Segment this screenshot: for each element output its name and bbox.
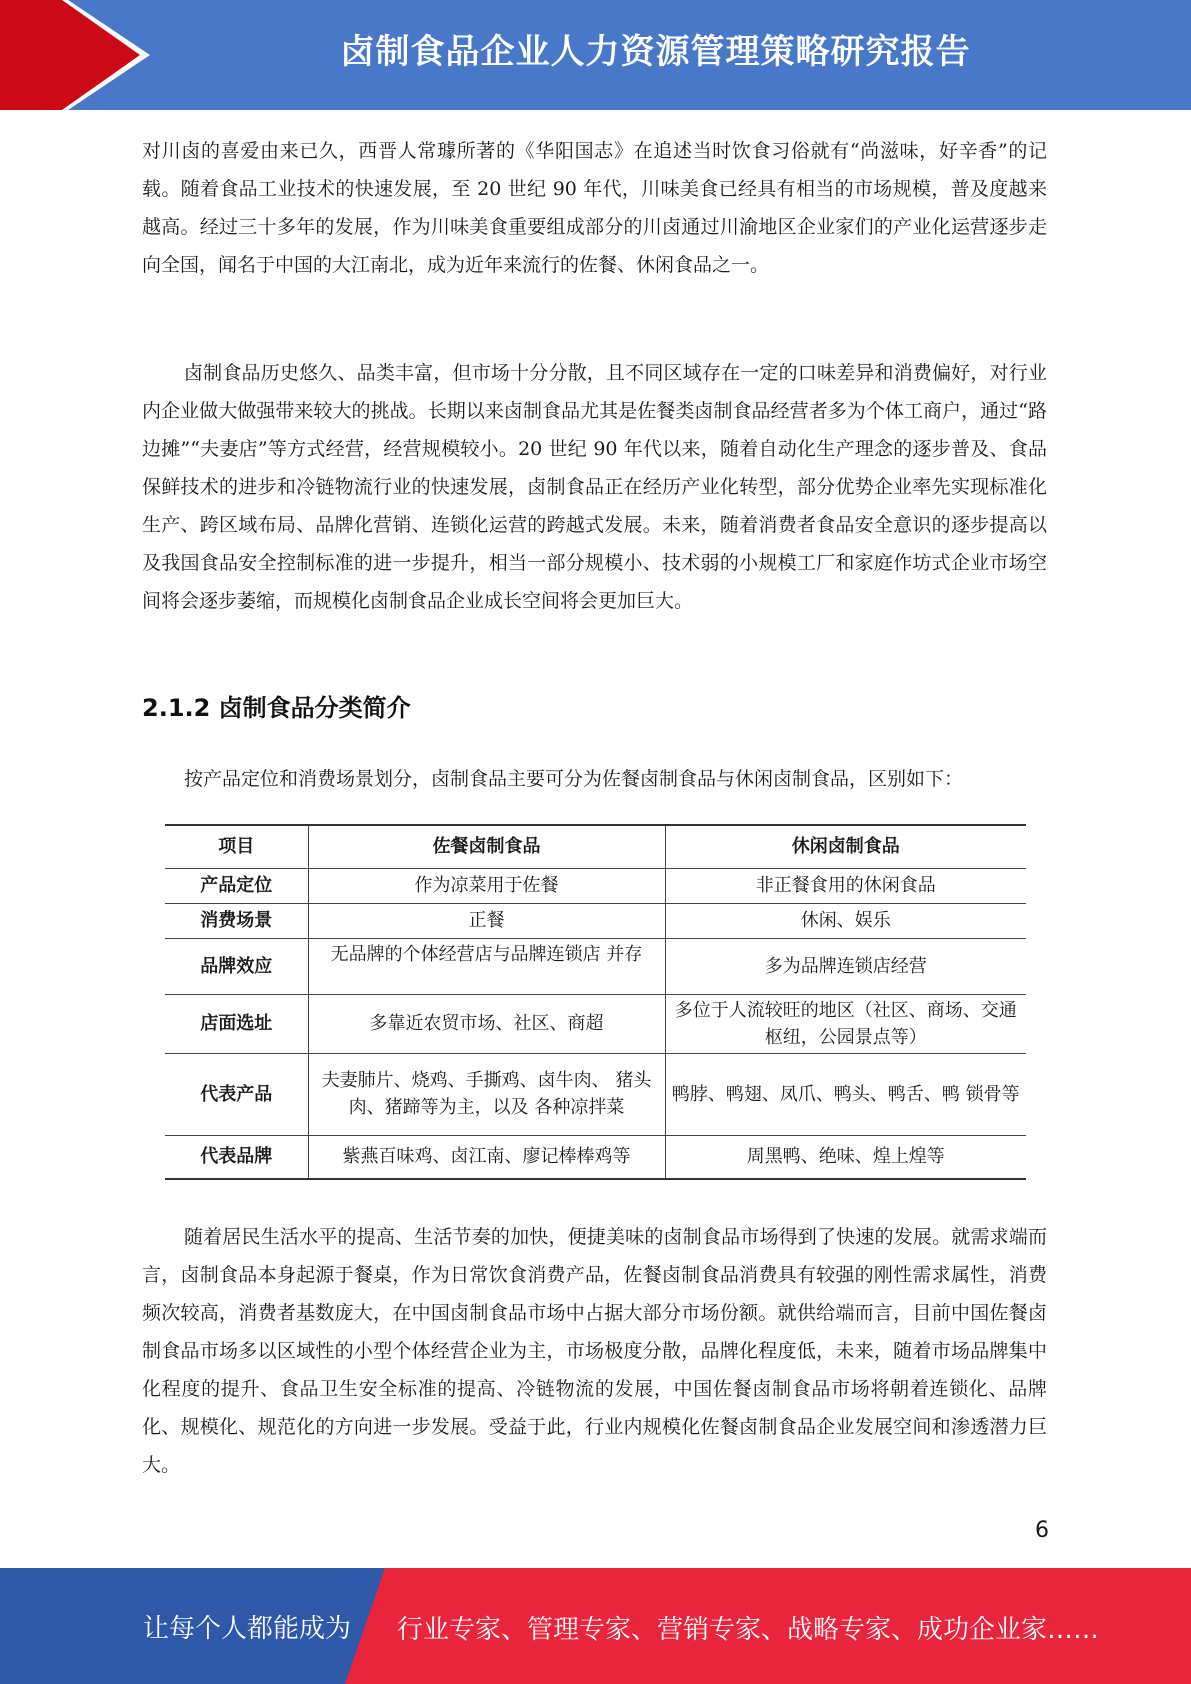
- table-cell: 休闲、娱乐: [665, 903, 1026, 938]
- table-row: [165, 1135, 1026, 1179]
- paragraph-3: 随着居民生活水平的提高、生活节奏的加快，便捷美味的卤制食品市场得到了快速的发展。就需求端而言，卤制食品本身起源于餐桌，作为日常饮食消费产品，佐餐卤制食品消费具有较强的刚性需求属性，消费频次较高，消费者基数庞大，在中国卤制食品市场中占据大部分市场份额。就供给端而言，目前中国佐餐卤制食品市场多以区域性的小型个体经营企业为主，市场极度分散，品牌化程度低，未来，随着市场品牌集中化程度的提升、食品卫生安全标准的提高、冷链物流的发展，中国佐餐卤制食品市场将朝着连锁化、品牌化、规模化、规范化的方向进一步发展。受益于此，行业内规模化佐餐卤制食品企业发展空间和渗透潜力巨大。: [142, 1226, 1047, 1476]
- paragraph-2: 卤制食品历史悠久、品类丰富，但市场十分分散，且不同区域存在一定的口味差异和消费偏好，对行业内企业做大做强带来较大的挑战。长期以来卤制食品尤其是佐餐类卤制食品经营者多为个体工商户，通过“路边摊”“夫妻店”等方式经营，经营规模较小。20 世纪 90 年代以来，随着自动化生产理念的逐步普及、食品保鲜技术的进步和冷链物流行业的快速发展，卤制食品正在经历产业化转型，部分优势企业率先实现标准化生产、跨区域布局、品牌化营销、连锁化运营的跨越式发展。未来，随着消费者食品安全意识的逐步提高以及我国食品安全控制标准的进一步提升，相当一部分规模小、技术弱的小规模工厂和家庭作坊式企业市场空间将会逐步萎缩，而规模化卤制食品企业成长空间将会更加巨大。: [142, 362, 1047, 612]
- table-row: [165, 903, 1026, 938]
- row-label: 店面选址: [165, 994, 308, 1053]
- page-footer: [0, 1568, 1191, 1684]
- footer-slogan-left: 让每个人都能成为: [143, 1614, 352, 1644]
- table-cell: 鸭脖、鸭翅、凤爪、鸭头、鸭舌、鸭 锁骨等: [665, 1053, 1026, 1135]
- table-intro: 按产品定位和消费场景划分，卤制食品主要可分为佐餐卤制食品与休闲卤制食品，区别如下：: [184, 768, 964, 790]
- table-cell: 无品牌的个体经营店与品牌连锁店 并存: [308, 938, 665, 994]
- table-header-cell: 休闲卤制食品: [665, 825, 1026, 868]
- table-cell: 夫妻肺片、烧鸡、手撕鸡、卤牛肉、 猪头肉、猪蹄等为主，以及 各种凉拌菜: [308, 1053, 665, 1135]
- page-number: 6: [1035, 1518, 1049, 1543]
- table-cell: 多位于人流较旺的地区（社区、商场、交通枢纽，公园景点等）: [665, 994, 1026, 1053]
- section-heading: 2.1.2 卤制食品分类简介: [142, 694, 411, 722]
- page-header: [0, 0, 1191, 110]
- table-header-row: [165, 825, 1026, 868]
- table-row: [165, 994, 1026, 1053]
- row-label: 消费场景: [165, 903, 308, 938]
- row-label: 代表品牌: [165, 1135, 308, 1179]
- row-label: 品牌效应: [165, 938, 308, 994]
- table-header-cell: 佐餐卤制食品: [308, 825, 665, 868]
- table-cell: 非正餐食用的休闲食品: [665, 868, 1026, 903]
- table-cell: 正餐: [308, 903, 665, 938]
- paragraph-1: 对川卤的喜爱由来已久，西晋人常璩所著的《华阳国志》在追述当时饮食习俗就有“尚滋味，好辛香”的记载。随着食品工业技术的快速发展，至 20 世纪 90 年代，川味美食已经具有相当的市场规模，普及度越来越高。经过三十多年的发展，作为川味美食重要组成部分的川卤通过川渝地区企业家们的产业化运营逐步走向全国，闻名于中国的大江南北，成为近年来流行的佐餐、休闲食品之一。: [142, 140, 1047, 276]
- comparison-table: [165, 824, 1026, 1180]
- row-label: 产品定位: [165, 868, 308, 903]
- footer-slogan-right: 行业专家、管理专家、营销专家、战略专家、成功企业家……: [397, 1615, 1100, 1645]
- table-cell: 多靠近农贸市场、社区、商超: [308, 994, 665, 1053]
- table-header-cell: 项目: [165, 825, 308, 868]
- report-title: 卤制食品企业人力资源管理策略研究报告: [340, 32, 971, 72]
- table-row: [165, 868, 1026, 903]
- row-label: 代表产品: [165, 1053, 308, 1135]
- table-cell: 紫燕百味鸡、卤江南、廖记棒棒鸡等: [308, 1135, 665, 1179]
- table-row: [165, 1053, 1026, 1135]
- table-cell: 作为凉菜用于佐餐: [308, 868, 665, 903]
- table-cell: 周黑鸭、绝味、煌上煌等: [665, 1135, 1026, 1179]
- table-row: [165, 938, 1026, 994]
- table-cell: 多为品牌连锁店经营: [665, 938, 1026, 994]
